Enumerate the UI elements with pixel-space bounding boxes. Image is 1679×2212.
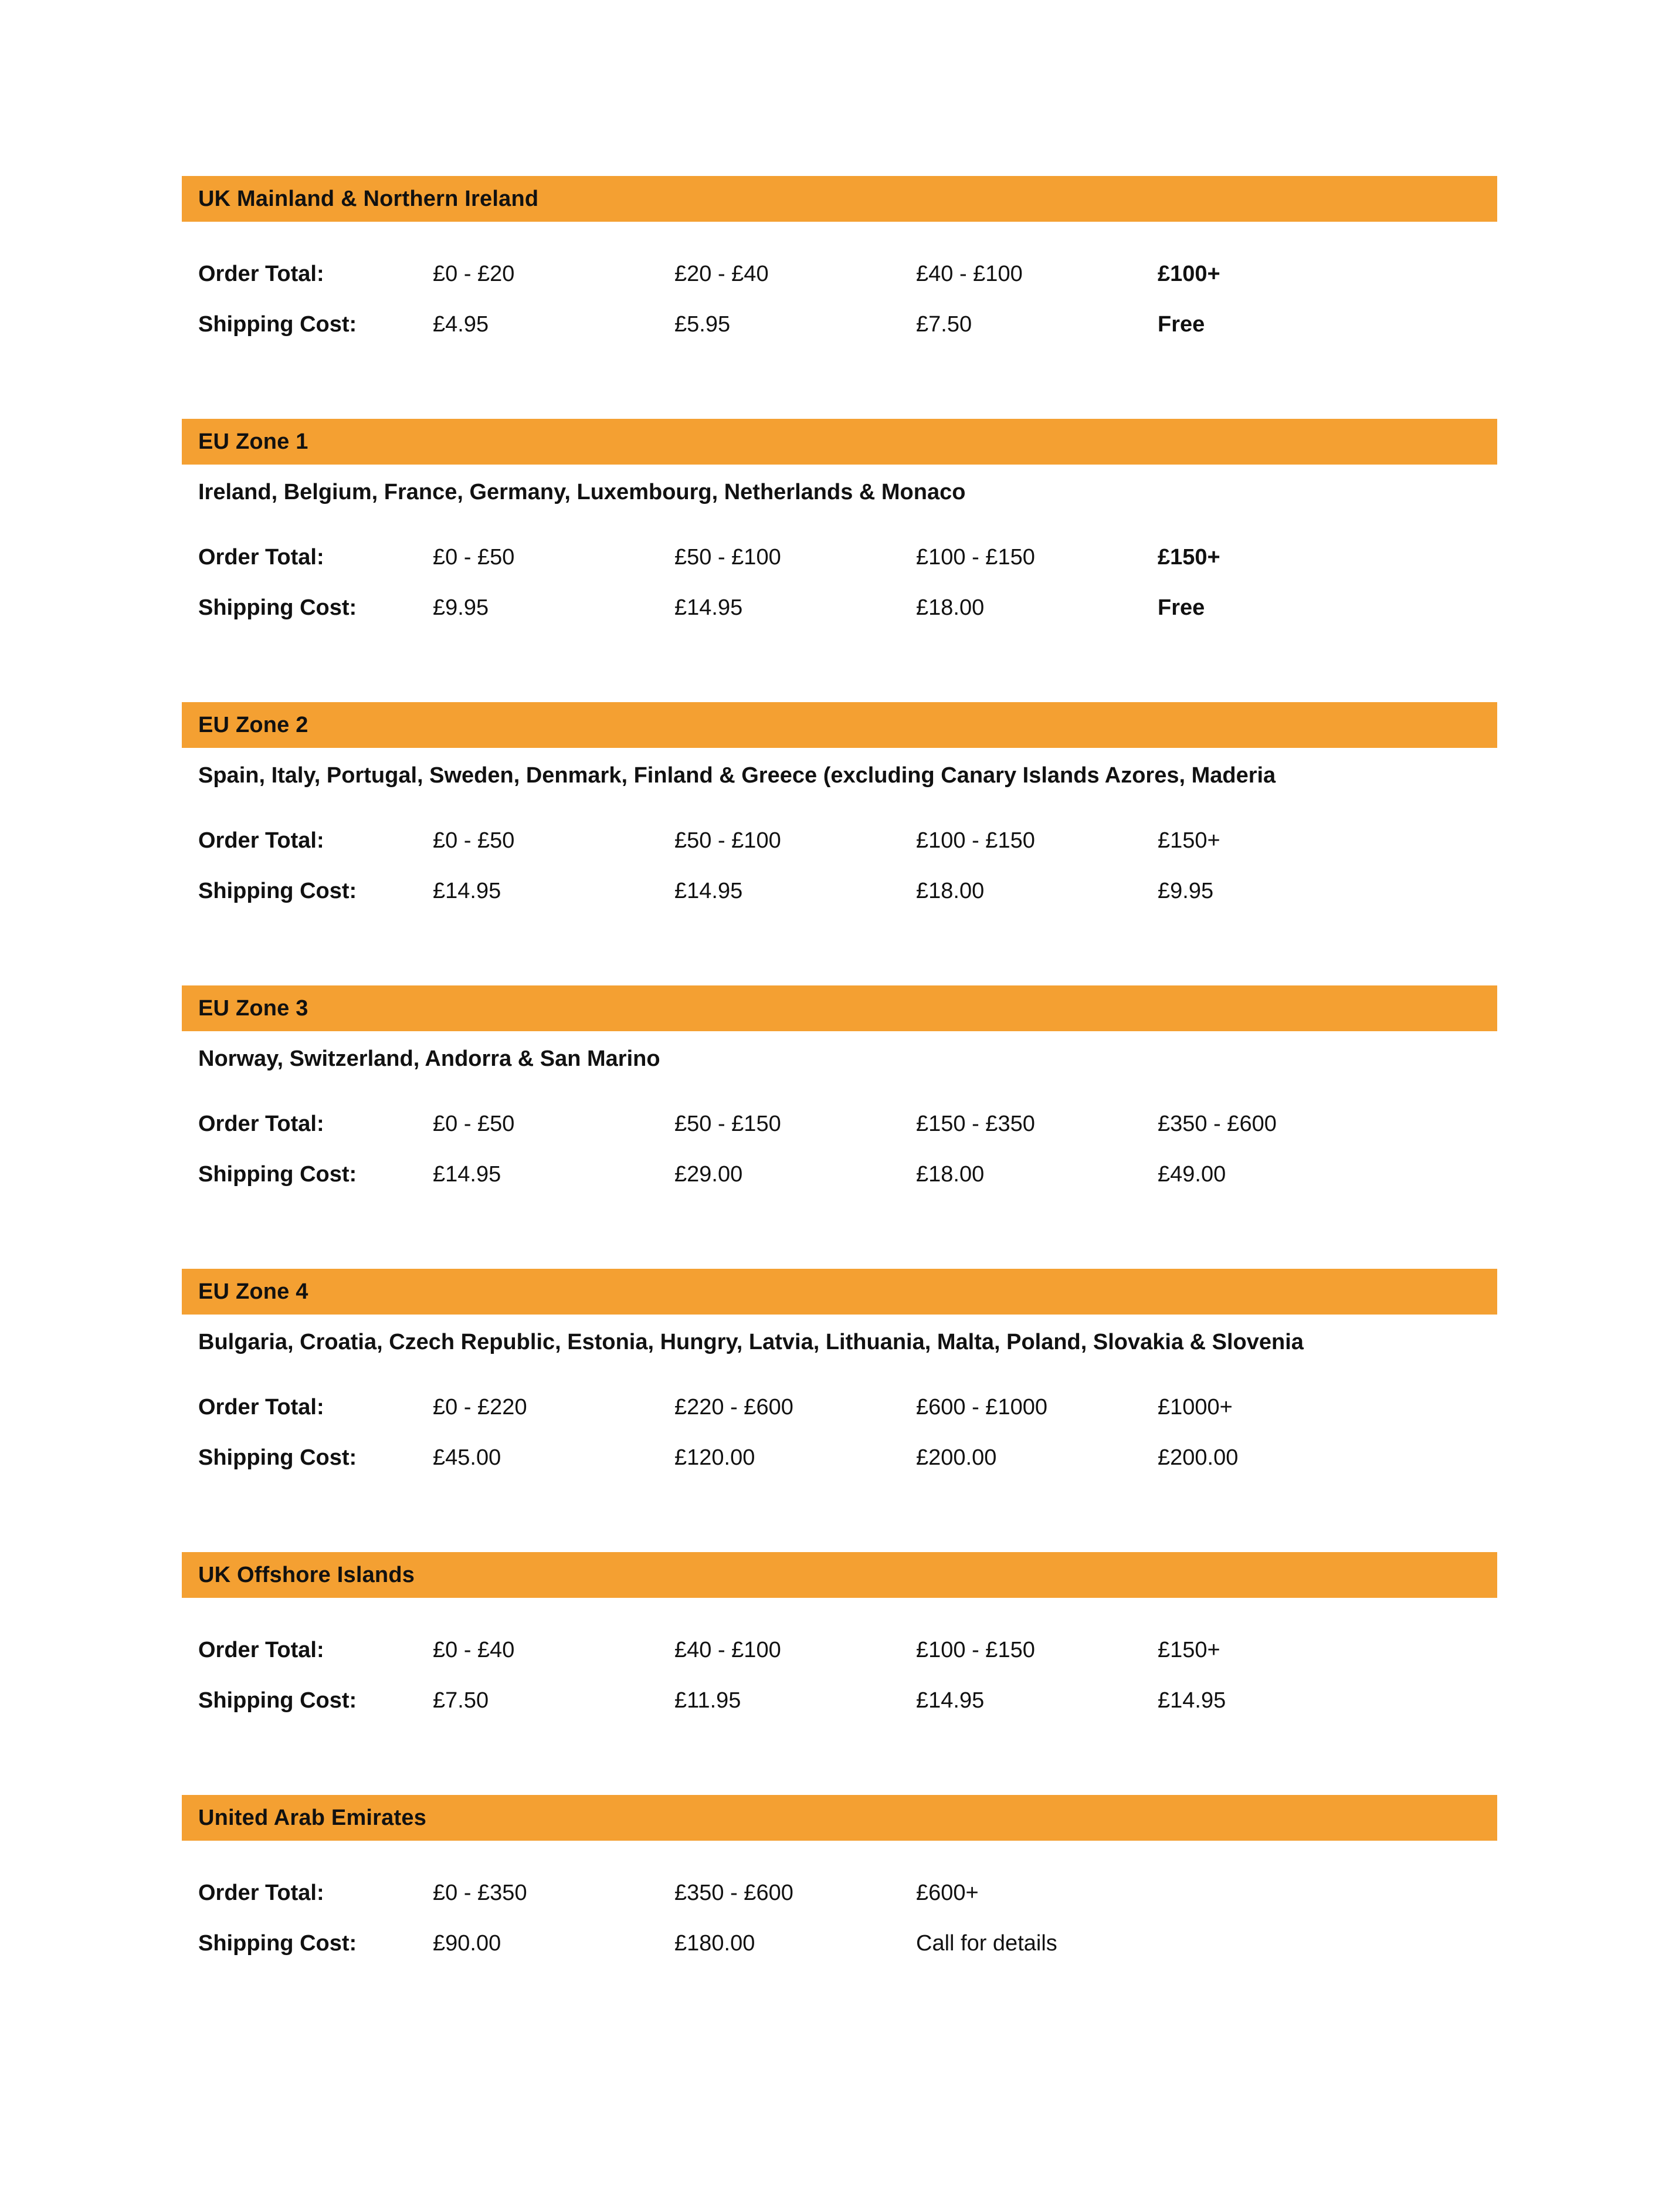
zone-title: EU Zone 1: [198, 429, 308, 454]
order-total-cell: £150+: [1158, 828, 1220, 853]
shipping-cost-cell: Free: [1158, 595, 1205, 620]
shipping-zones-list: [182, 176, 1497, 2038]
zone-spacer: [182, 633, 1497, 702]
shipping-cost-cell: £9.95: [1158, 878, 1214, 903]
order-total-cell: £150+: [1158, 544, 1220, 570]
order-total-cell: £150+: [1158, 1637, 1220, 1662]
zone-title: EU Zone 4: [198, 1279, 308, 1304]
zone-rate-table: [182, 1382, 1497, 1483]
order-total-row: [198, 815, 1497, 866]
zone-spacer: [182, 916, 1497, 985]
zone-header: [182, 702, 1497, 748]
shipping-cost-cell: Free: [1158, 311, 1205, 337]
shipping-cost-label: Shipping Cost:: [198, 1688, 357, 1713]
order-total-cell: £50 - £100: [674, 544, 781, 570]
shipping-zone: [182, 702, 1497, 916]
shipping-cost-cell: £49.00: [1158, 1161, 1226, 1187]
order-total-label: Order Total:: [198, 544, 324, 570]
shipping-cost-cell: £18.00: [916, 878, 985, 903]
order-total-cell: £100 - £150: [916, 1637, 1035, 1662]
order-total-cell: £220 - £600: [674, 1394, 793, 1420]
order-total-cell: £100 - £150: [916, 544, 1035, 570]
zone-header: [182, 1552, 1497, 1598]
shipping-cost-cell: £18.00: [916, 1161, 985, 1187]
order-total-label: Order Total:: [198, 828, 324, 853]
order-total-cell: £40 - £100: [674, 1637, 781, 1662]
shipping-cost-cell: £18.00: [916, 595, 985, 620]
shipping-cost-row: [198, 1918, 1497, 1969]
shipping-cost-cell: £5.95: [674, 311, 731, 337]
zone-rate-table: [182, 1868, 1497, 1969]
shipping-cost-cell: £14.95: [916, 1688, 985, 1713]
zone-countries: Ireland, Belgium, France, Germany, Luxembourg, Netherlands & Monaco: [198, 480, 966, 504]
order-total-label: Order Total:: [198, 1111, 324, 1136]
zone-spacer: [182, 1200, 1497, 1269]
order-total-label: Order Total:: [198, 261, 324, 286]
shipping-cost-cell: £14.95: [433, 878, 501, 903]
shipping-cost-cell: £120.00: [674, 1445, 755, 1470]
order-total-row: [198, 1382, 1497, 1432]
zone-rate-table: [182, 249, 1497, 350]
zone-countries: Bulgaria, Croatia, Czech Republic, Estonia, Hungry, Latvia, Lithuania, Malta, Poland, Slovakia & Slovenia: [198, 1330, 1304, 1354]
shipping-cost-cell: £14.95: [1158, 1688, 1226, 1713]
order-total-label: Order Total:: [198, 1637, 324, 1662]
order-total-cell: £50 - £150: [674, 1111, 781, 1136]
shipping-cost-label: Shipping Cost:: [198, 1930, 357, 1956]
shipping-cost-cell: £29.00: [674, 1161, 743, 1187]
order-total-row: [198, 1868, 1497, 1918]
shipping-cost-cell: £45.00: [433, 1445, 501, 1470]
order-total-label: Order Total:: [198, 1880, 324, 1905]
zone-spacer: [182, 350, 1497, 419]
shipping-cost-cell: £200.00: [916, 1445, 997, 1470]
shipping-cost-row: [198, 1675, 1497, 1726]
order-total-cell: £350 - £600: [674, 1880, 793, 1905]
order-total-cell: £0 - £20: [433, 261, 515, 286]
shipping-cost-cell: £9.95: [433, 595, 489, 620]
shipping-cost-cell: £180.00: [674, 1930, 755, 1956]
zone-title: United Arab Emirates: [198, 1805, 427, 1830]
order-total-row: [198, 532, 1497, 582]
shipping-cost-cell: £7.50: [433, 1688, 489, 1713]
order-total-cell: £150 - £350: [916, 1111, 1035, 1136]
order-total-cell: £350 - £600: [1158, 1111, 1277, 1136]
zone-title: UK Offshore Islands: [198, 1562, 415, 1587]
shipping-cost-label: Shipping Cost:: [198, 1445, 357, 1470]
zone-countries: Spain, Italy, Portugal, Sweden, Denmark, Finland & Greece (excluding Canary Islands Azores, Maderia: [198, 763, 1276, 788]
shipping-cost-label: Shipping Cost:: [198, 1161, 357, 1187]
zone-header: [182, 1269, 1497, 1315]
zone-header: [182, 1795, 1497, 1841]
shipping-cost-label: Shipping Cost:: [198, 311, 357, 337]
shipping-cost-row: [198, 582, 1497, 633]
zone-rate-table: [182, 1625, 1497, 1726]
zone-title: EU Zone 3: [198, 995, 308, 1021]
order-total-cell: £600 - £1000: [916, 1394, 1047, 1420]
zone-header: [182, 985, 1497, 1031]
shipping-cost-cell: £14.95: [674, 595, 743, 620]
order-total-cell: £0 - £50: [433, 1111, 515, 1136]
zone-rate-table: [182, 532, 1497, 633]
shipping-cost-cell: Call for details: [916, 1930, 1057, 1956]
shipping-cost-row: [198, 866, 1497, 916]
zone-title: UK Mainland & Northern Ireland: [198, 186, 539, 211]
order-total-cell: £0 - £220: [433, 1394, 527, 1420]
shipping-cost-row: [198, 1432, 1497, 1483]
shipping-cost-cell: £4.95: [433, 311, 489, 337]
shipping-cost-cell: £7.50: [916, 311, 972, 337]
shipping-zone: [182, 1795, 1497, 1969]
shipping-cost-label: Shipping Cost:: [198, 878, 357, 903]
order-total-cell: £0 - £350: [433, 1880, 527, 1905]
order-total-cell: £20 - £40: [674, 261, 769, 286]
order-total-row: [198, 249, 1497, 299]
zone-countries: Norway, Switzerland, Andorra & San Marino: [198, 1046, 660, 1071]
shipping-cost-label: Shipping Cost:: [198, 595, 357, 620]
zone-header: [182, 176, 1497, 222]
shipping-zone: [182, 1552, 1497, 1726]
order-total-cell: £1000+: [1158, 1394, 1233, 1420]
shipping-cost-cell: £14.95: [433, 1161, 501, 1187]
order-total-cell: £50 - £100: [674, 828, 781, 853]
zone-header: [182, 419, 1497, 465]
order-total-cell: £0 - £50: [433, 828, 515, 853]
shipping-cost-cell: £11.95: [674, 1688, 741, 1713]
order-total-row: [198, 1625, 1497, 1675]
order-total-row: [198, 1099, 1497, 1149]
order-total-cell: £600+: [916, 1880, 979, 1905]
shipping-cost-row: [198, 299, 1497, 350]
zone-rate-table: [182, 815, 1497, 916]
shipping-cost-cell: £200.00: [1158, 1445, 1239, 1470]
shipping-zone: [182, 985, 1497, 1200]
order-total-cell: £100 - £150: [916, 828, 1035, 853]
order-total-label: Order Total:: [198, 1394, 324, 1420]
zone-spacer: [182, 1483, 1497, 1552]
zone-spacer: [182, 1726, 1497, 1795]
order-total-cell: £0 - £40: [433, 1637, 515, 1662]
zone-rate-table: [182, 1099, 1497, 1200]
order-total-cell: £40 - £100: [916, 261, 1023, 286]
zone-spacer: [182, 1969, 1497, 2038]
shipping-zone: [182, 1269, 1497, 1483]
zone-title: EU Zone 2: [198, 712, 308, 737]
shipping-zone: [182, 419, 1497, 633]
shipping-cost-row: [198, 1149, 1497, 1200]
shipping-cost-cell: £14.95: [674, 878, 743, 903]
shipping-zone: [182, 176, 1497, 350]
shipping-cost-cell: £90.00: [433, 1930, 501, 1956]
order-total-cell: £100+: [1158, 261, 1220, 286]
order-total-cell: £0 - £50: [433, 544, 515, 570]
